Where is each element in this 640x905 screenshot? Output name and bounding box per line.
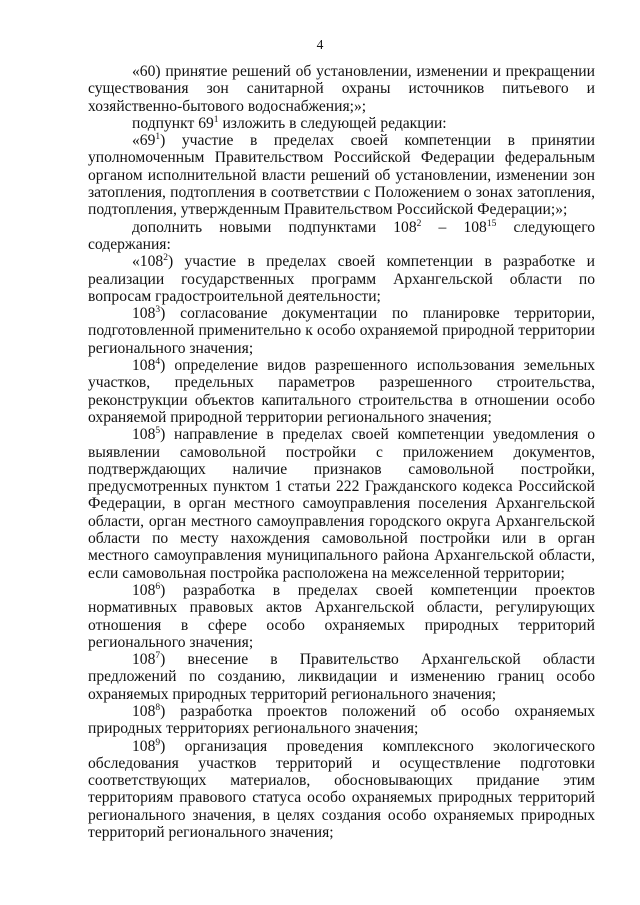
- superscript-index: 2: [163, 253, 168, 264]
- paragraph-text: подпункт 69: [132, 114, 214, 132]
- paragraph-text: 108: [132, 737, 156, 755]
- paragraph-text: ) организация проведения комплексного экологического обследования участков территорий и осуществление подготовки соответствующих материалов, обосновывающих придание этим территориям правового статуса особо охраняемых природных территорий регионального значения, в целях создания особо охраняемых природных территорий регионального значения;: [88, 737, 595, 842]
- paragraph-subitem-69-intro: [88, 115, 595, 132]
- paragraph-subitem-108-7: [88, 651, 595, 703]
- paragraph-text: «108: [132, 253, 164, 271]
- paragraph-subitem-108-9: [88, 738, 595, 842]
- paragraph-text: 108: [132, 305, 156, 323]
- paragraph-text: «69: [132, 132, 156, 150]
- paragraph-subitem-69-1: [88, 132, 595, 218]
- paragraph-text: ) направление в пределах своей компетенции уведомления о выявлении самовольной постройки с приложением документов, подтверждающих наличие признаков самовольной постройки, предусмотренных пунктом 1 статьи 222 Гражданского кодекса Российской Федерации, в орган местного самоуправления поселения Архангельской области, орган местного самоуправления городского округа Архангельской области по месту нахождения самовольной постройки или в орган местного самоуправления муниципального района Архангельской области, если самовольная постройка расположена на межселенной территории;: [88, 426, 595, 582]
- superscript-index: 2: [416, 218, 422, 229]
- paragraph-text: ) определение видов разрешенного использования земельных участков, предельных параметров разрешенного строительства, реконструкции объектов капитального строительства в отношении особо охраняемой природной территории регионального значения;: [88, 357, 595, 426]
- superscript-index: 5: [155, 426, 161, 437]
- paragraph-subitem-108-4: [88, 357, 595, 426]
- superscript-index: 3: [155, 305, 161, 316]
- paragraph-text: следующего содержания:: [88, 218, 595, 253]
- paragraph-text: ) участие в пределах своей компетенции в разработке и реализации государственных программ Архангельской области по вопросам градостроительной деятельности;: [88, 253, 595, 305]
- superscript-index: 1: [155, 132, 161, 143]
- paragraph-text: ) согласование документации по планировке территории, подготовленной применительно к особо охраняемой природной территории регионального значения;: [88, 305, 595, 357]
- paragraph-text: дополнить новыми подпунктами 108: [132, 218, 417, 236]
- paragraph-subitems-108-intro: [88, 219, 595, 254]
- superscript-index: 1: [213, 114, 219, 125]
- superscript-index: 9: [155, 737, 161, 748]
- document-body: [88, 63, 595, 841]
- paragraph-subitem-108-3: [88, 305, 595, 357]
- paragraph-subitem-108-8: [88, 703, 595, 738]
- superscript-index: 7: [155, 651, 161, 662]
- paragraph-text: «60) принятие решений об установлении, изменении и прекращении существования зон санитарной охраны источников питьевого и хозяйственно-бытового водоснабжения;»;: [88, 63, 595, 115]
- paragraph-text: 108: [132, 357, 156, 375]
- page-number: 4: [316, 37, 324, 52]
- superscript-index: 4: [155, 357, 161, 368]
- paragraph-subitem-108-5: [88, 426, 595, 582]
- superscript-index: 15: [486, 218, 497, 229]
- paragraph-text: ) разработка проектов положений об особо охраняемых природных территориях регионального значения;: [88, 702, 595, 738]
- paragraph-text: 108: [132, 581, 156, 599]
- paragraph-text: 108: [132, 426, 156, 444]
- paragraph-text: ) внесение в Правительство Архангельской области предложений по созданию, ликвидации и изменению границ особо охраняемых природных территорий регионального значения;: [88, 651, 595, 703]
- superscript-index: 6: [155, 581, 161, 592]
- paragraph-subitem-108-6: [88, 582, 595, 651]
- paragraph-text: изложить в следующей редакции:: [218, 114, 447, 132]
- paragraph-text: 108: [132, 651, 156, 669]
- superscript-index: 8: [155, 702, 161, 713]
- paragraph-text: ) участие в пределах своей компетенции в принятии уполномоченным Правительством Российской Федерации федеральным органом исполнительной власти решений об установлении, изменении зон затопления, подтопления в соответствии с Положением о зонах затопления, подтопления, утвержденным Правительством Российской Федерации;»;: [88, 132, 595, 219]
- paragraph-text: ) разработка в пределах своей компетенции проектов нормативных правовых актов Архангельской области, регулирующих отношения в сфере особо охраняемых природных территорий регионального значения;: [88, 581, 595, 651]
- paragraph-text: – 108: [421, 218, 487, 236]
- paragraph-subitem-60: [88, 63, 595, 115]
- paragraph-text: 108: [132, 702, 156, 720]
- paragraph-subitem-108-2: [88, 253, 595, 305]
